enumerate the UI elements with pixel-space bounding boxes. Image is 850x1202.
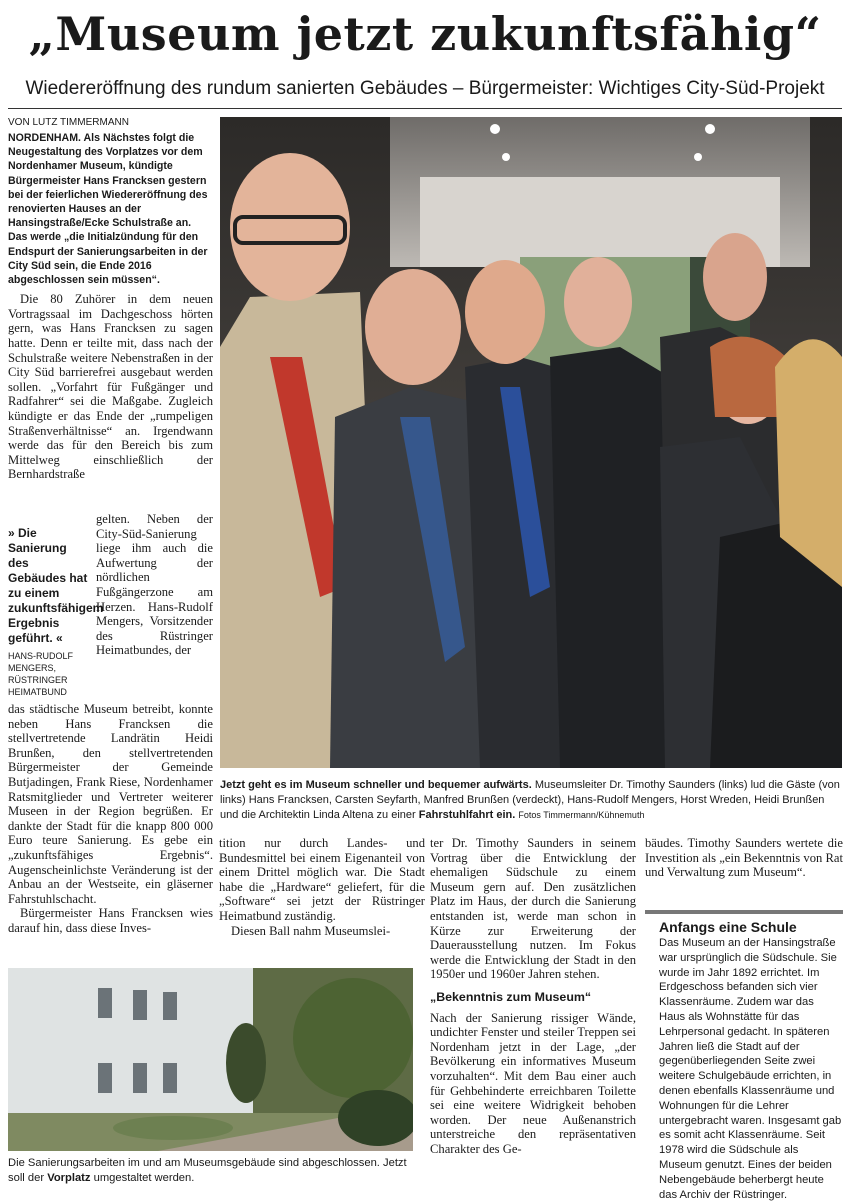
col3-paragraph-1: ter Dr. Timothy Saunders in seinem Vortrag über die Entwicklung der ehemaligen Südschule zu einem Museum gern auf. Den zusätzlichen Platz im Haus, der durch die Sanierung entstanden ist, werde man schon in Kürze zur Erweiterung der Dauerausstellung nutzen. Im Fokus werde die Entwicklung der Stadt in den 1950er und 1960er Jahren stehen. bbox=[430, 836, 636, 982]
col2-paragraph-1: tition nur durch Landes- und Bundesmittel bei einem Eigenanteil von einem Drittel möglich war. Die Stadt habe die „Hardware“ geliefert, für die „Software“ sei jetzt der Rüstringer Heimatbund zuständig. bbox=[219, 836, 425, 923]
building-photo-caption bbox=[8, 1156, 413, 1186]
col3-paragraph-2: Nach der Sanierung rissiger Wände, undichter Fenster und steiler Treppen sei Nordenham jetzt in der Lage, „der Bevölkerung ein informatives Museum vorzuhalten“. Mit dem Bau einer auch für Gehbehinderte erreichbaren Toilette sei eine weitere Widrigkeit behoben worden. Der neue Außenanstrich unterstreiche den repräsentativen Charakter des Ge- bbox=[430, 1010, 636, 1156]
column-1-wrap bbox=[96, 512, 213, 658]
museum-building-photo bbox=[8, 968, 413, 1151]
pull-quote-box bbox=[8, 526, 104, 698]
lead-paragraph: NORDENHAM. Als Nächstes folgt die Neugestaltung des Vorplatzes vor dem Nordenhamer Museum, kündigte Bürgermeister Hans Francksen gestern bei der feierlichen Wiedereröffnung des renovierten Hauses an der Hansingstraße/Ecke Schulstraße an. Das werde „die Initialzündung für den Endspurt der Sanierungsarbeiten in der City Süd sein, die Ende 2016 abgeschlossen sein müssen“. bbox=[8, 132, 208, 287]
sidebar-box bbox=[645, 918, 843, 1202]
photo-credit: Fotos Timmermann/Kühnemuth bbox=[518, 810, 645, 820]
headline: „Museum jetzt zukunftsfähig“ bbox=[28, 7, 822, 61]
caption-intro: Jetzt geht es im Museum schneller und bequemer aufwärts. bbox=[220, 779, 532, 791]
caption-text: Museumsleiter Dr. Timothy Saunders (links) lud die Gäste (von links) Hans Francksen, Carsten Seyfarth, Manfred Brunßen (verdeckt), Hans-Rudolf Mengers, Horst Wreden, Heidi Brunßen und die Architektin Linda Altena zu einer bbox=[220, 779, 840, 821]
pull-quote: » Die Sanierung des Gebäudes hat zu einem zukunftsfähigem Ergebnis geführt. « bbox=[8, 526, 104, 645]
building-caption-text: Die Sanierungsarbeiten im und am Museumsgebäude sind abgeschlossen. Jetzt soll der bbox=[8, 1157, 407, 1184]
pull-quote-source: HANS-RUDOLF MENGERS, RÜSTRINGER HEIMATBUND bbox=[8, 651, 74, 697]
building-caption-bold: Vorplatz bbox=[47, 1172, 91, 1184]
column-1-continued bbox=[8, 702, 213, 936]
subheadline: Wiedereröffnung des rundum sanierten Gebäudes – Bürgermeister: Wichtiges City-Süd-Projekt bbox=[25, 78, 825, 99]
main-photo bbox=[220, 117, 842, 768]
col1-wrap-text: gelten. Neben der City-Süd-Sanierung liege ihm auch die Aufwertung der nördlichen Fußgängerzone am Herzen. Hans-Rudolf Mengers, Vorsitzender des Rüstringer Heimatbundes, der bbox=[96, 512, 213, 658]
column-2 bbox=[219, 836, 425, 938]
col4-paragraph: bäudes. Timothy Saunders wertete die Investition als „ein Bekenntnis von Rat und Verwaltung zum Museum“. bbox=[645, 836, 843, 880]
col1-paragraph-3: Bürgermeister Hans Francksen wies darauf hin, dass diese Inves- bbox=[8, 906, 213, 935]
col1-paragraph-1: Die 80 Zuhörer in dem neuen Vortragssaal im Dachgeschoss hörten gern, was Hans Francksen zu sagen hatte. Denn er teilte mit, dass nach der Schulstraße weitere Nebenstraßen in der City Süd barrierefrei ausgebaut werden sollen. „Vorfahrt für Fußgänger und Radfahrer“ sei die Maßgabe. Zugleich kündigte er das Ende der „rumpeligen Straßenverhältnisse“ an. Irgendwann werde das für den Bereich bis zum Mittelweg einschließlich der Bernhardstraße bbox=[8, 292, 213, 482]
caption-end: Fahrstuhlfahrt ein. bbox=[418, 809, 516, 821]
main-photo-caption bbox=[220, 778, 842, 823]
sidebar-rule bbox=[645, 910, 843, 914]
column-3 bbox=[430, 836, 636, 1156]
col2-paragraph-2: Diesen Ball nahm Museumslei- bbox=[231, 923, 391, 938]
col3-subheading: „Bekenntnis zum Museum“ bbox=[430, 989, 592, 1004]
building-caption-end: umgestaltet werden. bbox=[93, 1172, 195, 1184]
sidebar-text: Das Museum an der Hansingstraße war ursprünglich die Südschule. Sie wurde im Jahr 1892 errichtet. Im Erdgeschoss befanden sich vier Klassenräume. Zudem war das Haus als Wohnstätte für das Lehrpersonal gedacht. In späteren Jahren ließ die Stadt auf der gegenüberliegenden Seite zwei weitere Schulgebäude errichten, in denen ebenfalls Klassenräume und Wohnungen für die Lehrer untergebracht waren. Insgesamt gab es somit acht Klassenräume. Seit 1978 wird die Südschule als Museum genutzt. Eines der beiden Nebengebäude beherbergt heute das Archiv der Rüstringer. bbox=[659, 937, 842, 1201]
col1-paragraph-2: das städtische Museum betreibt, konnte neben Hans Francksen die stellvertretende Landrätin Heidi Brunßen, den stellvertretenden Bürgermeister der Gemeinde Butjadingen, Frank Riese, Nordenhamer Ratsmitglieder und Vertreter weiterer Museen in der Region begrüßen. Er dankte der Stadt für die knapp 800 000 Euro teure Sanierung. Es gebe ein „zukunftsfähiges Ergebnis“. Augenscheinlichste Veränderung ist der Anbau an der Westseite, ein gläserner Fahrstuhlschacht. bbox=[8, 702, 213, 906]
column-4 bbox=[645, 836, 843, 880]
sidebar-title: Anfangs eine Schule bbox=[659, 919, 797, 935]
byline: VON LUTZ TIMMERMANN bbox=[8, 117, 129, 128]
header-rule bbox=[8, 108, 842, 109]
column-1 bbox=[8, 131, 213, 482]
